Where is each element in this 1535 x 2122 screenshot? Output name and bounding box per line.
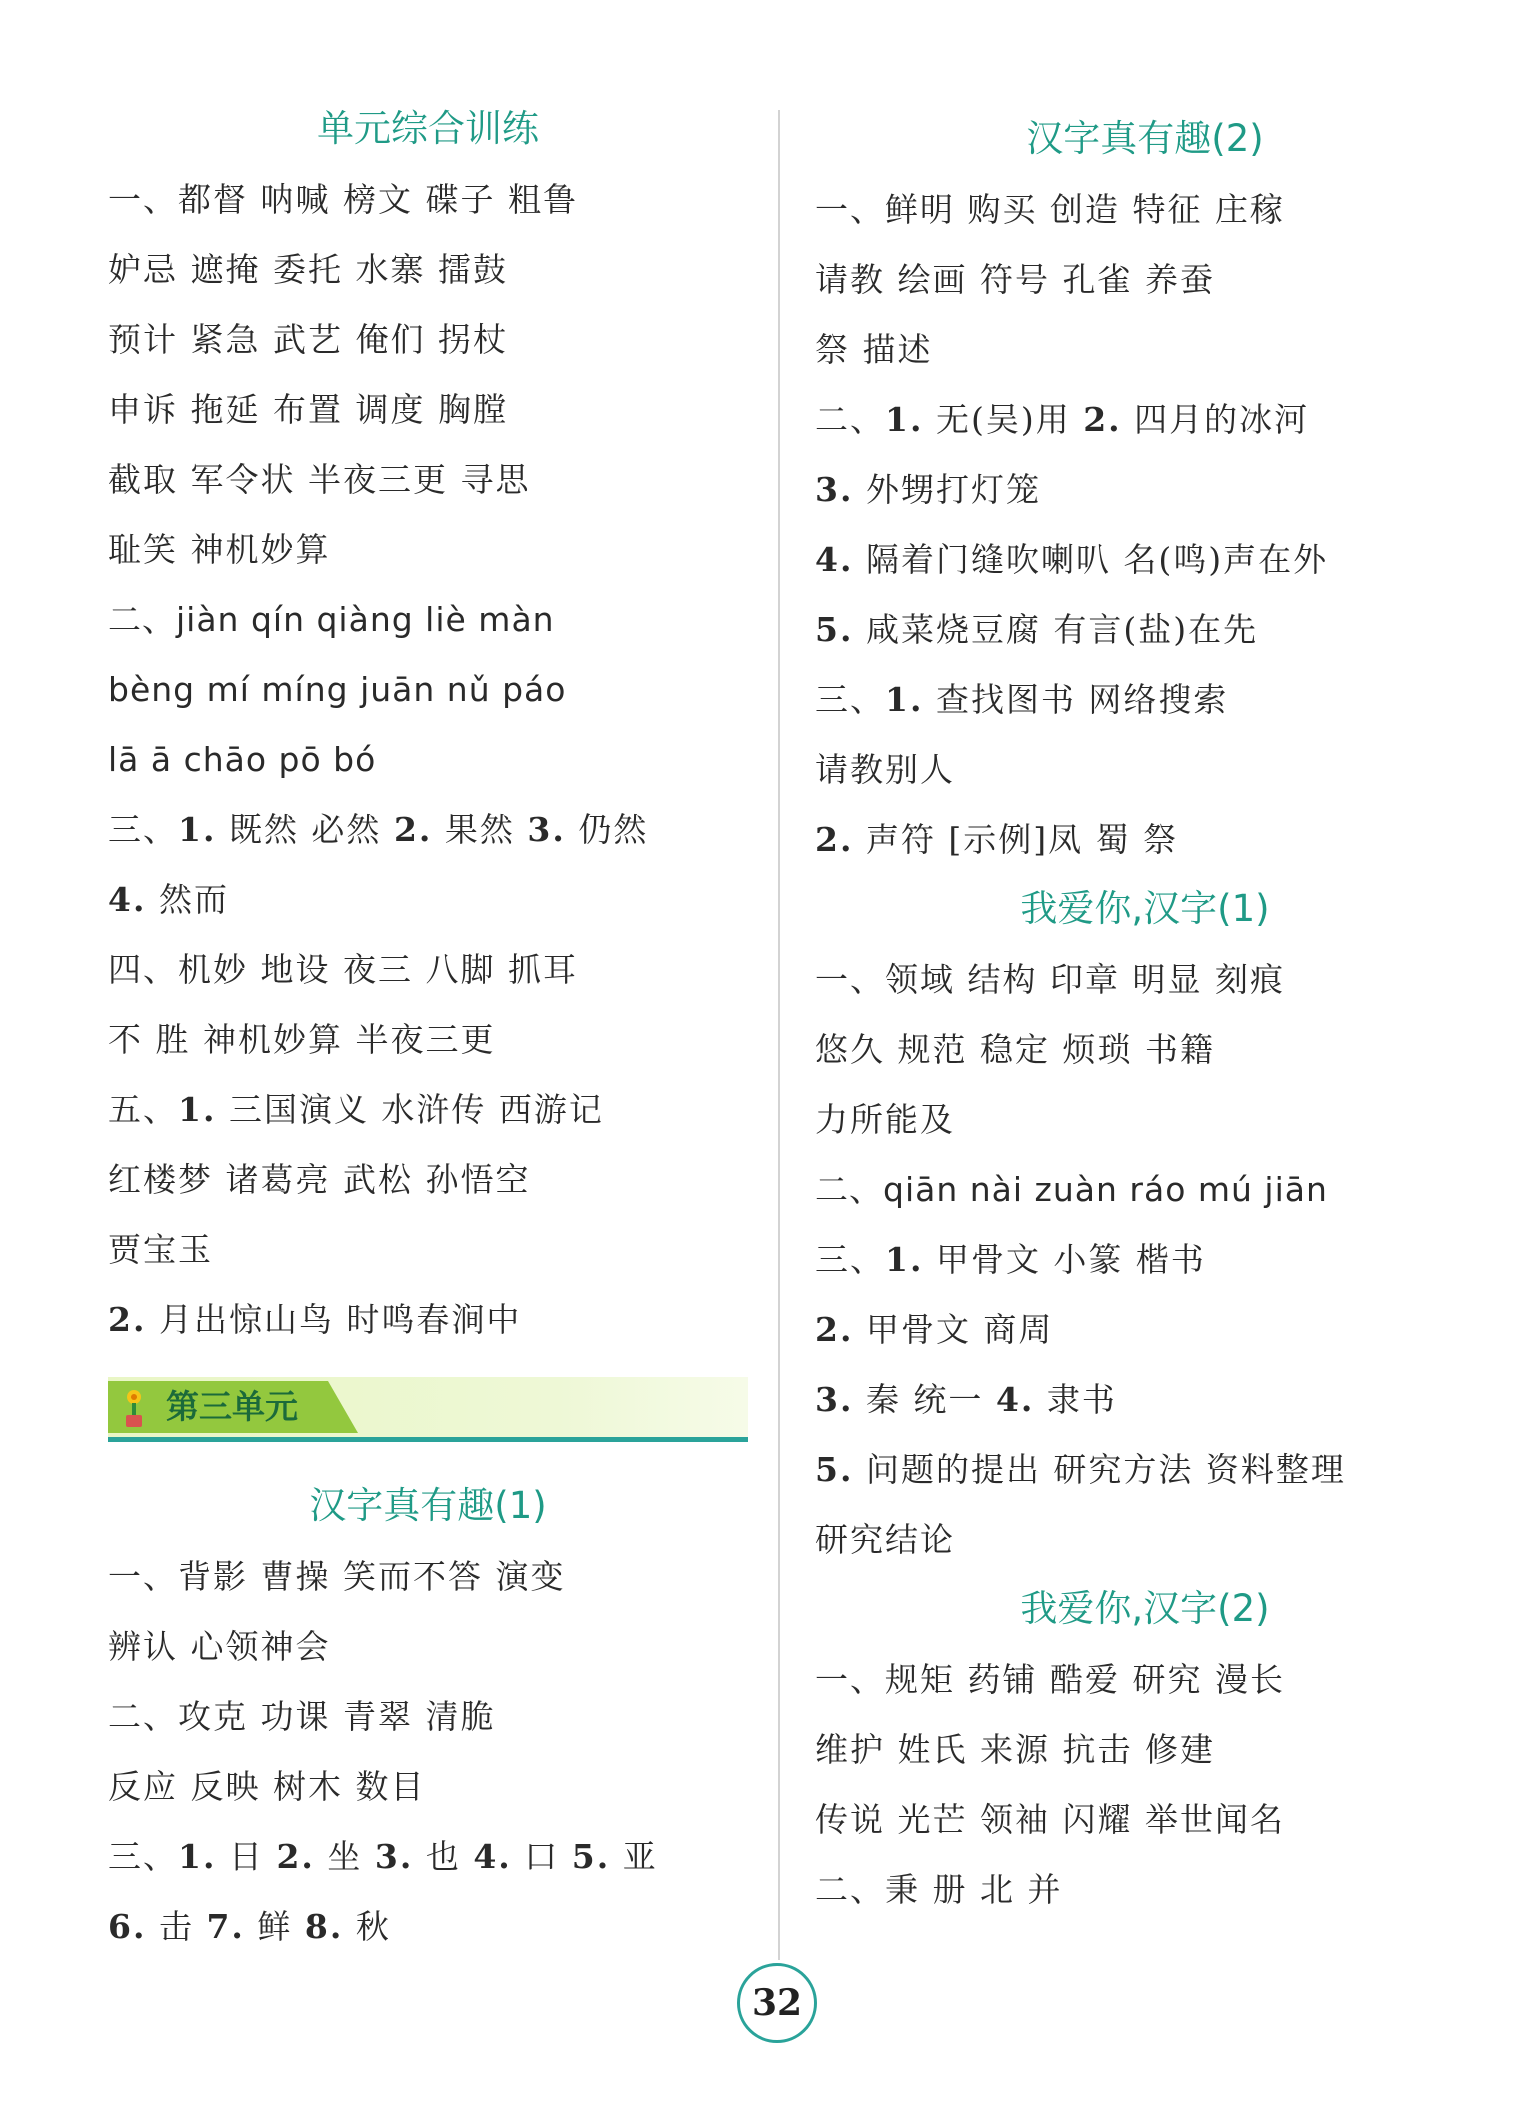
- item-text: 甲骨文 小篆 楷书: [923, 1240, 1206, 1279]
- flower-icon: [116, 1385, 152, 1429]
- item-number: 3.: [374, 1837, 414, 1876]
- item-prefix: 二、: [815, 400, 885, 439]
- answer-line: 二、秉 册 北 并: [815, 1870, 1063, 1909]
- answer-line: 悠久 规范 稳定 烦琐 书籍: [815, 1030, 1215, 1069]
- section-title: 汉字真有趣(2): [1026, 117, 1264, 160]
- item-number: 1.: [178, 1090, 217, 1129]
- answer-line: 四、机妙 地设 夜三 八脚 抓耳: [108, 950, 578, 989]
- answer-line: [815, 1365, 1475, 1435]
- item-text: 秦 统一: [853, 1380, 996, 1419]
- answer-line: 一、领域 结构 印章 明显 刻痕: [815, 960, 1285, 999]
- section-title: 我爱你,汉字(1): [1020, 887, 1270, 930]
- section-title: 我爱你,汉字(2): [1020, 1587, 1270, 1630]
- answer-line: [815, 1225, 1475, 1295]
- answer-line: 辨认 心领神会: [108, 1627, 331, 1666]
- item-number: 4.: [473, 1837, 512, 1876]
- answer-line: 反应 反映 树木 数目: [108, 1767, 426, 1806]
- item-number: 8.: [304, 1907, 344, 1946]
- item-number: 1.: [885, 1240, 924, 1279]
- item-number: 3.: [815, 1380, 854, 1419]
- item-text: 口: [511, 1837, 572, 1876]
- answer-line: 传说 光芒 领袖 闪耀 举世闻名: [815, 1800, 1285, 1839]
- answer-line: [815, 595, 1475, 665]
- item-number: 4.: [995, 1380, 1035, 1419]
- right-column: [815, 105, 1475, 1925]
- item-number: 2.: [815, 1310, 854, 1349]
- item-text: 隔着门缝吹喇叭 名(鸣)声在外: [853, 540, 1329, 579]
- section-title: 单元综合训练: [317, 107, 539, 150]
- item-number: 6.: [108, 1907, 147, 1946]
- answer-line: 贾宝玉: [108, 1230, 213, 1269]
- item-text: 三国演义 水浒传 西游记: [216, 1090, 604, 1129]
- item-number: 1.: [885, 680, 924, 719]
- answer-line: 一、都督 呐喊 榜文 碟子 粗鲁: [108, 180, 578, 219]
- left-column: [108, 95, 748, 1962]
- answer-line: 一、背影 曹操 笑而不答 演变: [108, 1557, 566, 1596]
- item-number: 7.: [206, 1907, 245, 1946]
- item-text: 坐: [314, 1837, 375, 1876]
- answer-line: [815, 1295, 1475, 1365]
- answer-line: 不 胜 神机妙算 半夜三更: [108, 1020, 496, 1059]
- item-prefix: 三、: [108, 810, 178, 849]
- answer-line: [108, 1822, 748, 1892]
- answer-line: 二、攻克 功课 青翠 清脆: [108, 1697, 496, 1736]
- item-number: 5.: [815, 610, 854, 649]
- answer-line: 研究结论: [815, 1520, 955, 1559]
- answer-line: 耻笑 神机妙算: [108, 530, 331, 569]
- pinyin-line: lā ā chāo pō bó: [108, 740, 377, 779]
- answer-line: [108, 1075, 748, 1145]
- answer-line: 红楼梦 诸葛亮 武松 孙悟空: [108, 1160, 531, 1199]
- item-number: 4.: [108, 880, 147, 919]
- answer-line: [108, 1285, 748, 1355]
- answer-line: [815, 1435, 1475, 1505]
- item-text: 也: [413, 1837, 474, 1876]
- item-number: 4.: [815, 540, 854, 579]
- item-text: 鲜: [244, 1907, 305, 1946]
- item-text: 声符 [示例]凤 蜀 祭: [853, 820, 1179, 859]
- answer-line: 申诉 拖延 布置 调度 胸膛: [108, 390, 508, 429]
- item-number: 2.: [276, 1837, 315, 1876]
- answer-line: 一、规矩 药铺 酷爱 研究 漫长: [815, 1660, 1285, 1699]
- item-number: 3.: [527, 810, 566, 849]
- item-number: 2.: [815, 820, 854, 859]
- item-number: 2.: [1083, 400, 1122, 439]
- item-text: 果然: [432, 810, 528, 849]
- item-text: 仍然: [565, 810, 649, 849]
- page-number: 32: [737, 1963, 817, 2043]
- item-text: 隶书: [1034, 1380, 1117, 1419]
- item-text: 外甥打灯笼: [853, 470, 1041, 509]
- unit-banner: [108, 1377, 748, 1442]
- pinyin-line: 二、jiàn qín qiàng liè màn: [108, 600, 555, 639]
- item-number: 1.: [885, 400, 924, 439]
- item-text: 甲骨文 商周: [853, 1310, 1054, 1349]
- item-number: 5.: [815, 1450, 854, 1489]
- item-text: 既然 必然: [216, 810, 394, 849]
- answer-line: 请教别人: [815, 750, 955, 789]
- item-text: 日: [216, 1837, 277, 1876]
- item-text: 四月的冰河: [1121, 400, 1310, 439]
- item-text: 无(吴)用: [923, 400, 1084, 439]
- answer-line: 请教 绘画 符号 孔雀 养蚕: [815, 260, 1215, 299]
- answer-line: 一、鲜明 购买 创造 特征 庄稼: [815, 190, 1285, 229]
- item-prefix: 三、: [815, 1240, 885, 1279]
- answer-line: [815, 525, 1475, 595]
- answer-line: [108, 795, 748, 865]
- item-number: 3.: [815, 470, 854, 509]
- item-number: 5.: [571, 1837, 611, 1876]
- item-number: 2.: [393, 810, 433, 849]
- item-text: 然而: [146, 880, 229, 919]
- item-text: 问题的提出 研究方法 资料整理: [853, 1450, 1346, 1489]
- column-divider: [778, 110, 780, 1960]
- answer-line: 祭 描述: [815, 330, 933, 369]
- item-prefix: 三、: [108, 1837, 178, 1876]
- answer-line: 预计 紧急 武艺 俺们 拐杖: [108, 320, 508, 359]
- item-number: 1.: [178, 1837, 217, 1876]
- answer-line: 妒忌 遮掩 委托 水寨 擂鼓: [108, 250, 508, 289]
- answer-line: [815, 455, 1475, 525]
- item-text: 查找图书 网络搜索: [923, 680, 1229, 719]
- answer-line: [108, 865, 748, 935]
- answer-line: [815, 805, 1475, 875]
- answer-line: [108, 1892, 748, 1962]
- answer-line: 截取 军令状 半夜三更 寻思: [108, 460, 531, 499]
- answer-line: 维护 姓氏 来源 抗击 修建: [815, 1730, 1215, 1769]
- item-text: 月出惊山鸟 时鸣春涧中: [146, 1300, 522, 1339]
- pinyin-line: bèng mí míng juān nǔ páo: [108, 670, 567, 709]
- answer-line: [815, 385, 1475, 455]
- pinyin-line: 二、qiān nài zuàn ráo mú jiān: [815, 1170, 1328, 1209]
- answer-line: [815, 665, 1475, 735]
- item-text: 亚: [610, 1837, 658, 1876]
- answer-line: 力所能及: [815, 1100, 955, 1139]
- item-text: 咸菜烧豆腐 有言(盐)在先: [853, 610, 1259, 649]
- unit-label: 第三单元: [166, 1387, 298, 1426]
- item-prefix: 五、: [108, 1090, 178, 1129]
- section-title: 汉字真有趣(1): [309, 1484, 547, 1527]
- item-number: 2.: [108, 1300, 147, 1339]
- item-text: 秋: [343, 1907, 391, 1946]
- item-text: 击: [146, 1907, 207, 1946]
- item-prefix: 三、: [815, 680, 885, 719]
- item-number: 1.: [178, 810, 217, 849]
